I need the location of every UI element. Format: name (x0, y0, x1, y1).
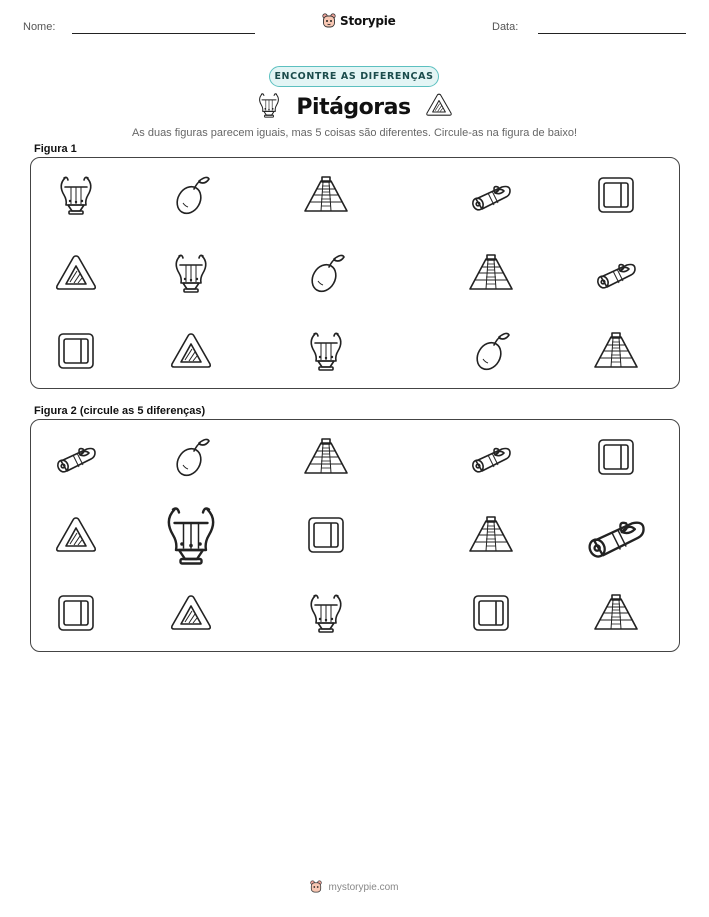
pyramid-icon (303, 175, 349, 215)
page-title: Pitágoras (296, 95, 411, 120)
activity-badge: ENCONTRE AS DIFERENÇAS (269, 66, 439, 87)
lyre-icon[interactable] (161, 502, 221, 568)
figure-1-label: Figura 1 (34, 143, 77, 155)
name-label: Nome: (23, 21, 56, 33)
storypie-mascot-icon (310, 880, 322, 894)
figure-1-panel (30, 157, 680, 389)
square-tile-icon[interactable] (596, 437, 636, 477)
scroll-icon (468, 175, 514, 215)
footer (0, 880, 709, 894)
scroll-icon (593, 253, 639, 293)
logo-text: Storypie (340, 14, 396, 28)
olive-icon[interactable] (171, 435, 211, 479)
footer-url: mystorypie.com (328, 881, 399, 893)
figure-2-label: Figura 2 (circule as 5 diferenças) (34, 405, 206, 417)
scroll-icon[interactable] (53, 437, 99, 477)
square-tile-icon (596, 175, 636, 215)
triangle-icon (54, 253, 98, 293)
instructions: As duas figuras parecem iguais, mas 5 coisas são diferentes. Circule-as na figura de baixo! (131, 127, 578, 139)
olive-icon (306, 251, 346, 295)
olive-icon (471, 329, 511, 373)
pyramid-icon (593, 331, 639, 371)
lyre-icon[interactable] (306, 591, 346, 635)
storypie-logo (322, 13, 396, 29)
square-tile-icon[interactable] (56, 593, 96, 633)
figure-2-panel[interactable] (30, 419, 680, 652)
pyramid-icon[interactable] (468, 515, 514, 555)
title-triangle-icon (425, 92, 453, 123)
lyre-icon (306, 329, 346, 373)
triangle-icon (169, 331, 213, 371)
lyre-icon (171, 251, 211, 295)
triangle-icon[interactable] (169, 593, 213, 633)
scroll-icon[interactable] (468, 437, 514, 477)
title-lyre-icon (256, 91, 282, 124)
name-field[interactable] (72, 33, 255, 34)
olive-icon (171, 173, 211, 217)
date-label: Data: (492, 21, 519, 33)
triangle-icon[interactable] (54, 515, 98, 555)
pyramid-icon[interactable] (303, 437, 349, 477)
title-row (0, 91, 709, 124)
square-tile-icon (56, 331, 96, 371)
square-tile-icon[interactable] (471, 593, 511, 633)
date-field[interactable] (538, 33, 686, 34)
storypie-mascot-icon (322, 13, 336, 29)
pyramid-icon[interactable] (593, 593, 639, 633)
scroll-icon[interactable] (581, 506, 651, 564)
lyre-icon (56, 173, 96, 217)
pyramid-icon (468, 253, 514, 293)
square-tile-icon[interactable] (306, 515, 346, 555)
